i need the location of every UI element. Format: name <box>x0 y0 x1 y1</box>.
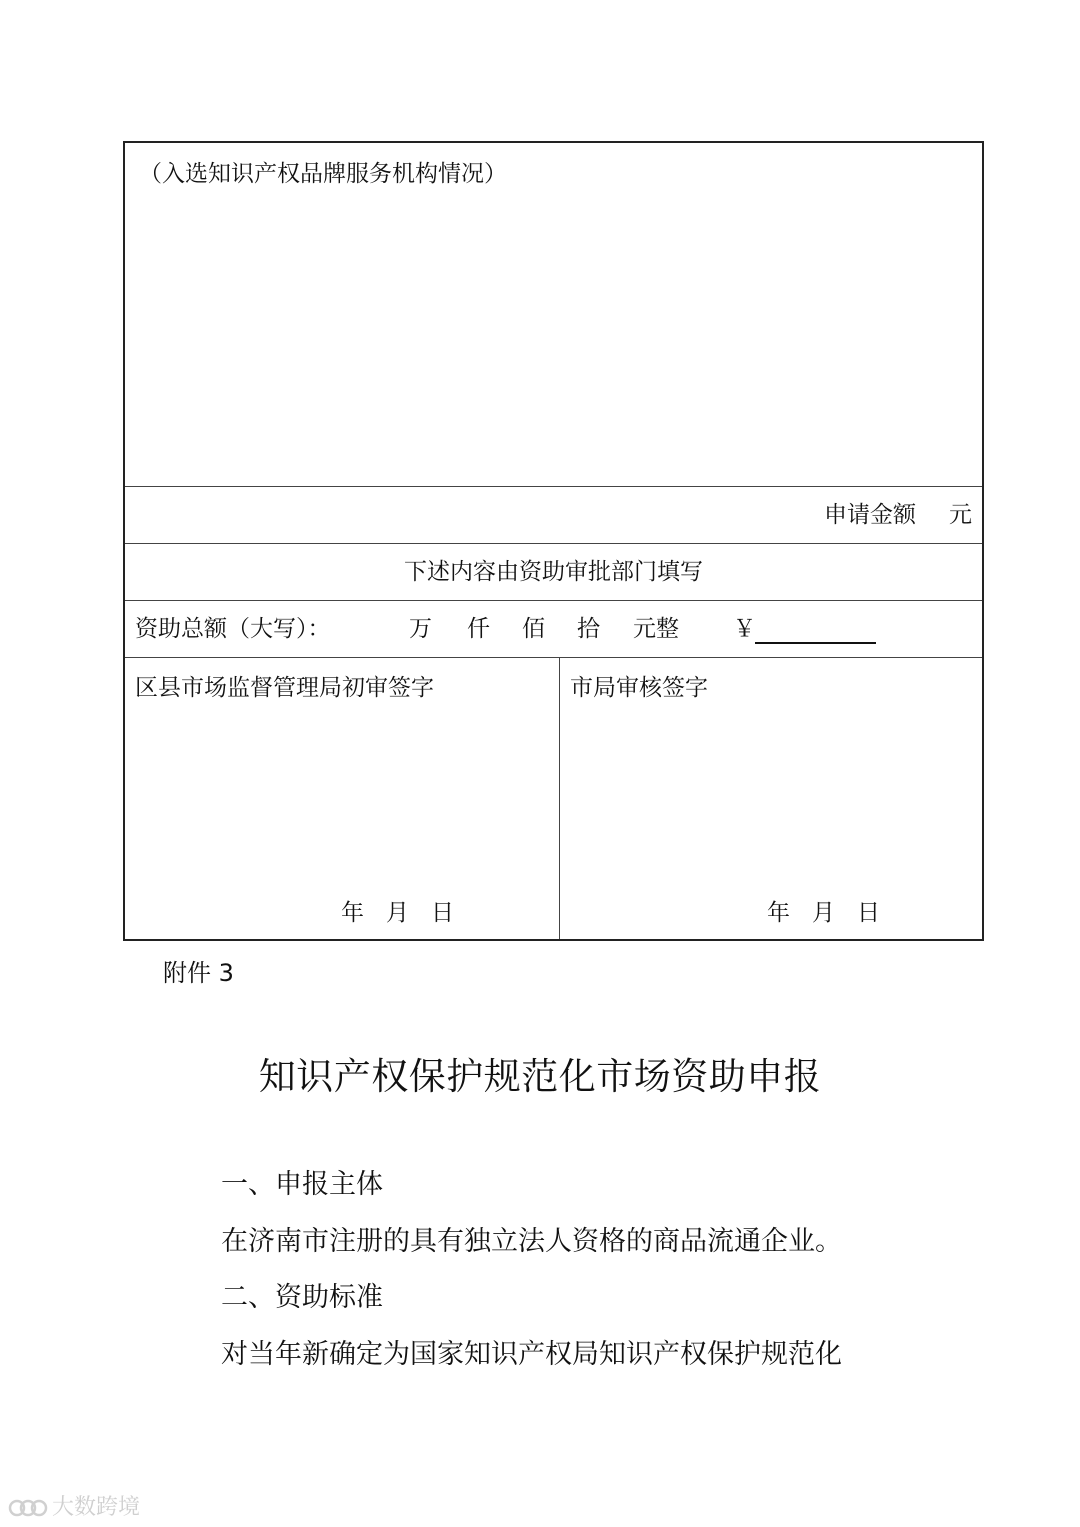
city-signature-date <box>767 898 880 928</box>
situation-label: （入选知识产权品牌服务机构情况） <box>139 161 507 187</box>
date-month: 月 <box>812 900 835 926</box>
total-amount-row <box>125 601 982 658</box>
unit-yuan: 元整 <box>633 616 679 642</box>
date-month: 月 <box>386 900 409 926</box>
district-signature-date <box>341 898 454 928</box>
amount-label: 申请金额 <box>824 502 916 528</box>
yen-symbol: ￥ <box>733 616 756 642</box>
unit-bai: 佰 <box>522 616 545 642</box>
date-day: 日 <box>431 900 454 926</box>
watermark-logo-icon <box>8 1496 48 1520</box>
notice-row <box>125 544 982 601</box>
date-year: 年 <box>341 900 364 926</box>
amount-row <box>125 487 982 544</box>
application-form-table <box>123 141 984 941</box>
unit-wan: 万 <box>409 616 432 642</box>
paragraph-standard: 对当年新确定为国家知识产权局知识产权保护规范化 <box>221 1339 842 1370</box>
watermark <box>8 1494 140 1522</box>
unit-qian: 仟 <box>467 616 490 642</box>
watermark-text: 大数跨境 <box>52 1495 141 1520</box>
city-signature-label: 市局审核签字 <box>570 675 708 701</box>
amount-unit: 元 <box>949 502 972 528</box>
document-title: 知识产权保护规范化市场资助申报 <box>258 1055 822 1098</box>
total-amount-label: 资助总额（大写）： <box>135 616 331 642</box>
signature-row <box>125 658 982 939</box>
paragraph-subject: 在济南市注册的具有独立法人资格的商品流通企业。 <box>221 1226 842 1257</box>
amount-blank-line[interactable] <box>755 642 876 644</box>
signature-divider <box>559 658 560 939</box>
date-year: 年 <box>767 900 790 926</box>
attachment-label: 附件 3 <box>163 959 234 987</box>
unit-shi: 拾 <box>577 616 600 642</box>
district-signature-label: 区县市场监督管理局初审签字 <box>135 675 434 701</box>
notice-label: 下述内容由资助审批部门填写 <box>404 559 703 585</box>
section-heading-subject: 一、申报主体 <box>221 1169 383 1200</box>
situation-row <box>125 143 982 487</box>
section-heading-standard: 二、资助标准 <box>221 1282 383 1313</box>
date-day: 日 <box>857 900 880 926</box>
